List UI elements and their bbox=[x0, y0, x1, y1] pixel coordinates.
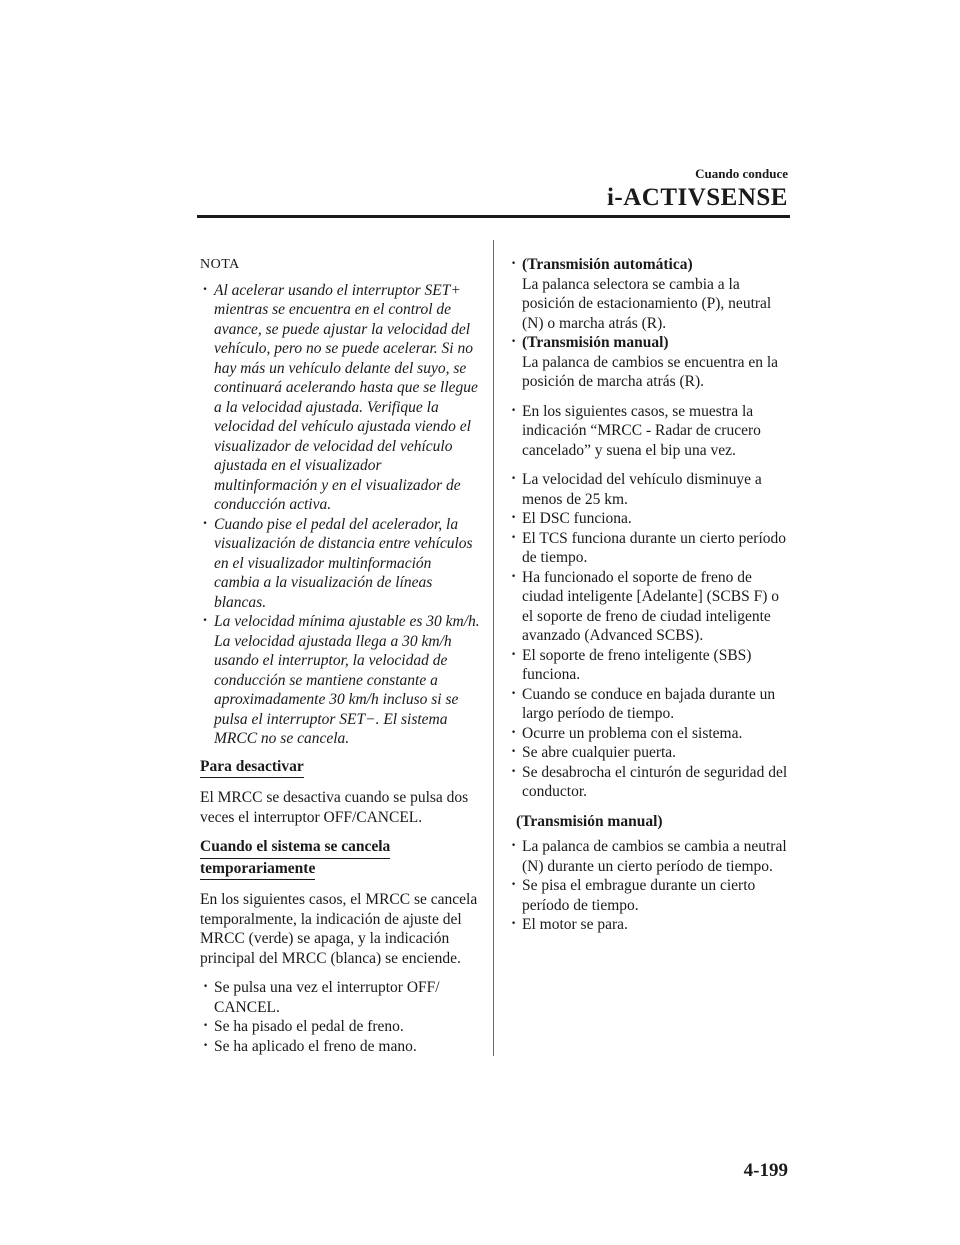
header-rule bbox=[197, 215, 790, 218]
transmission-list bbox=[508, 255, 790, 392]
transmission-auto-head: · (Transmisión automática) bbox=[522, 256, 693, 273]
list-item: · El soporte de freno inteligente (SBS) funciona. bbox=[508, 646, 790, 685]
note-list bbox=[200, 281, 480, 749]
column-divider bbox=[493, 240, 494, 1056]
list-item: · El motor se para. bbox=[508, 915, 790, 935]
temp-cancel-heading-line1: Cuando el sistema se cancela bbox=[200, 837, 390, 859]
list-item: · Ha funcionado el soporte de freno de ciudad inteligente [Adelante] (SCBS F) o el soporte de freno de ciudad inteligente avanzado (Advanced SCBS). bbox=[508, 568, 790, 646]
deactivate-heading: Para desactivar bbox=[200, 757, 304, 779]
list-item: · El TCS funciona durante un cierto período de tiempo. bbox=[508, 529, 790, 568]
radar-cancel-list bbox=[508, 402, 790, 461]
deactivate-text: El MRCC se desactiva cuando se pulsa dos veces el interruptor OFF/CANCEL. bbox=[200, 789, 469, 826]
manual-items bbox=[508, 837, 790, 935]
transmission-manual-text: La palanca de cambios se encuentra en la posición de marcha atrás (R). bbox=[522, 353, 779, 390]
list-item: · Se desabrocha el cinturón de seguridad del conductor. bbox=[508, 763, 790, 802]
list-item: · Se pulsa una vez el interruptor OFF/ CANCEL. bbox=[200, 978, 480, 1017]
list-item: · Se abre cualquier puerta. bbox=[508, 743, 790, 763]
list-item: · Cuando se conduce en bajada durante un largo período de tiempo. bbox=[508, 685, 790, 724]
list-item bbox=[508, 255, 790, 333]
manual-transmission-heading: (Transmisión manual) bbox=[516, 812, 663, 830]
list-item: · Se pisa el embrague durante un cierto período de tiempo. bbox=[508, 876, 790, 915]
transmission-auto-text: La palanca selectora se cambia a la posición de estacionamiento (P), neutral (N) o marcha atrás (R). bbox=[522, 275, 772, 332]
list-item: · La velocidad del vehículo disminuye a menos de 25 km. bbox=[508, 470, 790, 509]
right-column bbox=[508, 255, 790, 935]
left-column bbox=[200, 255, 480, 1056]
note-item: · La velocidad mínima ajustable es 30 km/h. La velocidad ajustada llega a 30 km/h usando el interruptor, la velocidad de conducción se mantiene constante a aproximadamente 30 km/h incluso si se pulsa el interruptor SET−. El sistema MRCC no se cancela. bbox=[200, 612, 480, 749]
page-number: 4-199 bbox=[743, 1160, 788, 1181]
note-item: · Cuando pise el pedal del acelerador, la visualización de distancia entre vehículos en el visualizador multinformación cambia a la visualización de líneas blancas. bbox=[200, 515, 480, 613]
temp-cancel-heading-line2: temporariamente bbox=[200, 859, 315, 881]
radar-intro: · En los siguientes casos, se muestra la indicación “MRCC - Radar de crucero cancelado” y suena el bip una vez. bbox=[508, 402, 790, 461]
list-item bbox=[508, 333, 790, 392]
section-label: Cuando conduce bbox=[695, 166, 788, 181]
temp-cancel-list bbox=[200, 978, 480, 1056]
note-label: NOTA bbox=[200, 257, 240, 272]
note-item: · Al acelerar usando el interruptor SET+ mientras se encuentra en el control de avance, se puede ajustar la velocidad del vehículo, pero no se puede acelerar. Si no hay más un vehículo delante del suyo, se continuará acelerando hasta que se llegue a la velocidad ajustada. Verifique la velocidad del vehículo ajustada viendo el visualizador de velocidad del vehículo ajustada en el visualizador multinformación y en el visualizador de conducción activa. bbox=[200, 281, 480, 515]
radar-items bbox=[508, 470, 790, 802]
list-item: · Se ha aplicado el freno de mano. bbox=[200, 1037, 480, 1057]
list-item: · Se ha pisado el pedal de freno. bbox=[200, 1017, 480, 1037]
list-item: · La palanca de cambios se cambia a neutral (N) durante un cierto período de tiempo. bbox=[508, 837, 790, 876]
list-item: · El DSC funciona. bbox=[508, 509, 790, 529]
transmission-manual-head: · (Transmisión manual) bbox=[522, 334, 669, 351]
temp-cancel-text: En los siguientes casos, el MRCC se cancela temporalmente, la indicación de ajuste del MRCC (verde) se apaga, y la indicación principal del MRCC (blanca) se enciende. bbox=[200, 891, 478, 967]
chapter-title: i-ACTIVSENSE bbox=[606, 184, 788, 211]
list-item: · Ocurre un problema con el sistema. bbox=[508, 724, 790, 744]
